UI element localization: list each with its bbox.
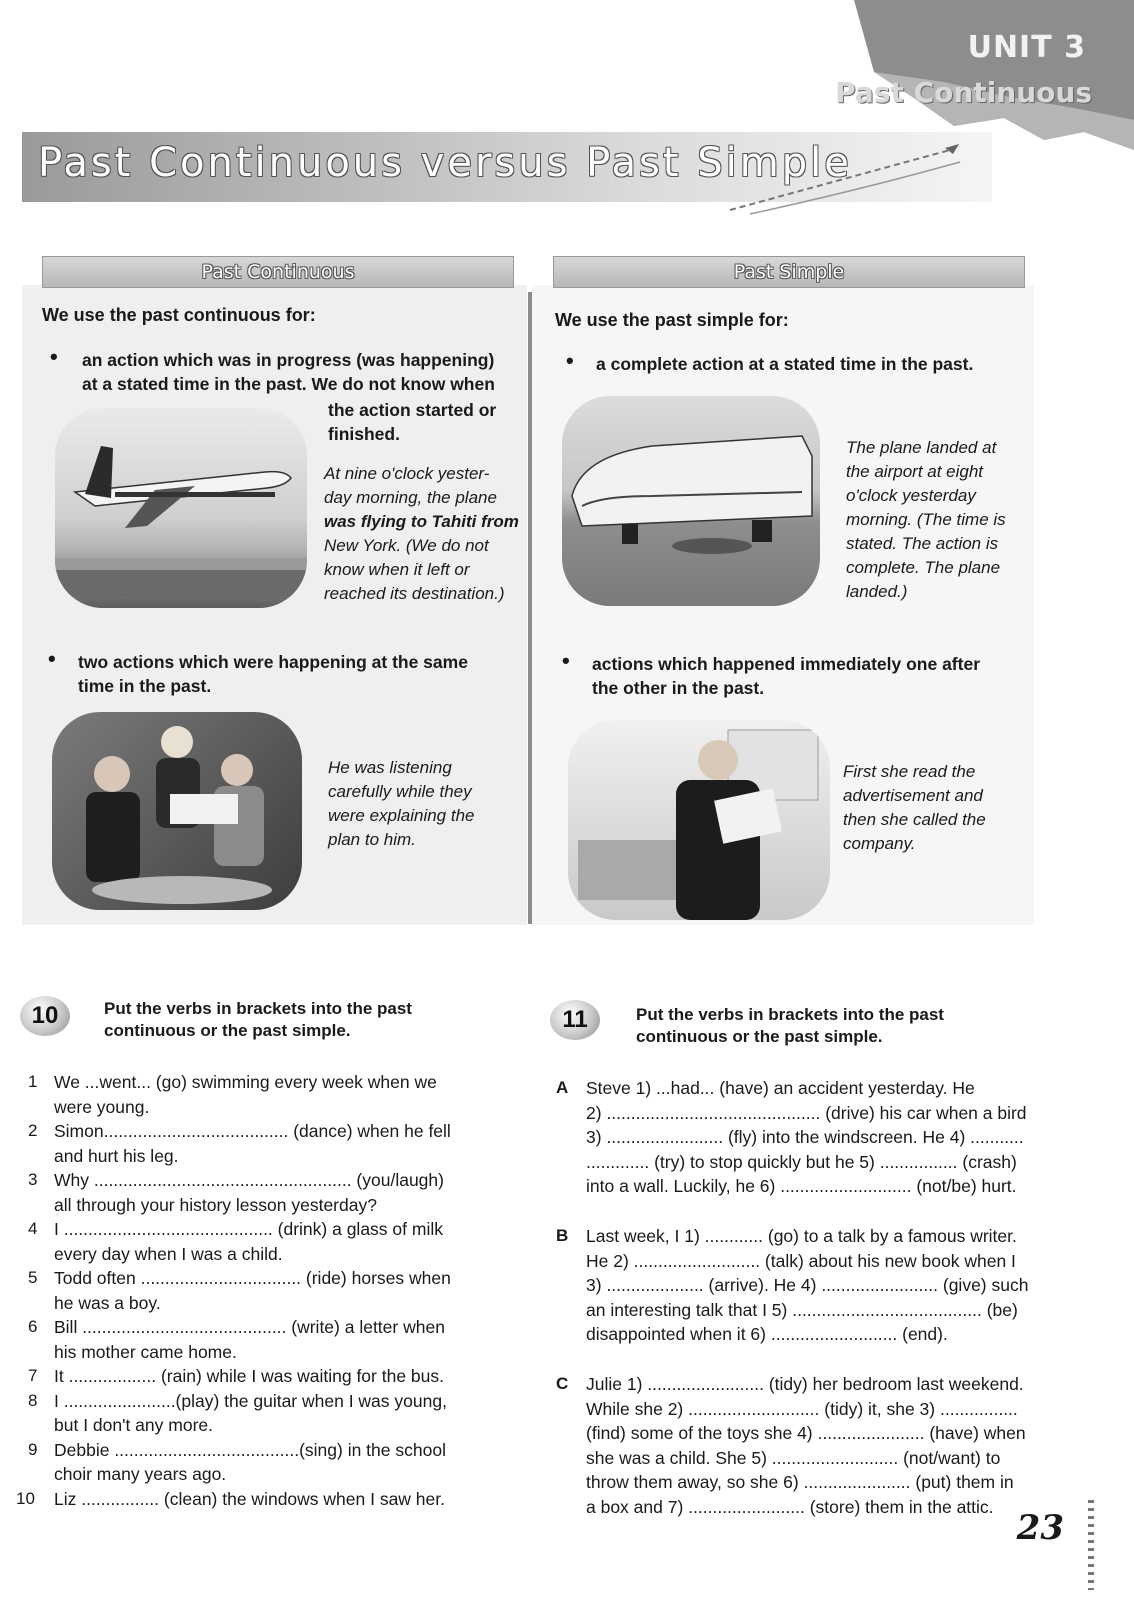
left-caption2-line1: He was listening [328,758,452,777]
bullet-icon: • [562,648,570,673]
item-number: 2 [28,1121,38,1140]
column-divider [528,292,532,924]
exercise-10-title-line1: Put the verbs in brackets into the past [104,999,412,1018]
exercise-10-line: were young. [54,1096,150,1117]
photo-woman-phone [568,720,830,920]
left-caption2-line4: plan to him. [328,830,416,849]
bullet-icon: • [48,646,56,671]
right-bullet2-line1: actions which happened immediately one after [592,654,981,674]
photo-plane-landed [562,396,820,606]
woman-icon [568,720,830,920]
exercise-11-line: throw them away, so she 6) ...................... (put) them in [586,1472,1014,1492]
exercise-11-line: While she 2) ........................... (tidy) it, she 3) ................ [586,1398,1018,1419]
exercise-10-line: Bill .......................................... (write) a letter when [54,1317,445,1337]
exercise-10-line: Debbie ......................................(sing) in the school [54,1439,446,1460]
right-caption1-line4: morning. (The time is [846,510,1006,529]
margin-dots [1088,1500,1094,1590]
left-bullet1-line3: the action started or [328,400,497,420]
left-caption1-line1: At nine o'clock yester- [324,464,490,483]
right-caption2-line3: then she called the [843,810,986,829]
right-caption1-line3: o'clock yesterday [846,486,976,505]
exercise-11-badge: 11 [550,1000,600,1040]
item-number: 7 [28,1366,38,1385]
exercise-10-line: It .................. (rain) while I was waiting for the bus. [54,1366,444,1386]
left-caption1-line5: know when it left or [324,560,470,579]
exercise-11-line: ............. (try) to stop quickly but he 5) ................ (crash) [586,1151,1017,1172]
right-caption1-line7: landed.) [846,582,908,601]
item-number: 1 [28,1072,38,1091]
exercise-10-line: and hurt his leg. [54,1145,179,1166]
left-caption2-line3: were explaining the [328,806,475,825]
right-caption2-line2: advertisement and [843,786,983,805]
exercise-11-line: Steve 1) ...had... (have) an accident yesterday. He [586,1078,975,1098]
right-caption2-line1: First she read the [843,762,976,781]
exercise-11-line: Last week, I 1) ............ (go) to a talk by a famous writer. [586,1226,1017,1246]
header-past-simple: Past Simple [553,256,1025,288]
right-caption1-line2: the airport at eight [846,462,984,481]
right-caption2-line4: company. [843,834,916,853]
exercise-11-line: 3) ........................ (fly) into the windscreen. He 4) ........... [586,1127,1024,1147]
exercise-10-line: Simon...................................... (dance) when he fell [54,1121,451,1141]
exercise-11-line: a box and 7) ........................ (store) them in the attic. [586,1496,994,1517]
header-past-continuous: Past Continuous [42,256,514,288]
left-caption1-line2: day morning, the plane [324,488,497,507]
left-caption1-line6: reached its destination.) [324,584,505,603]
left-lead: We use the past continuous for: [42,305,316,325]
exercise-10-line: every day when I was a child. [54,1243,283,1264]
exercise-10-line: Liz ................ (clean) the windows when I saw her. [54,1488,445,1509]
unit-corner-tab [834,0,1134,150]
exercise-11-line: she was a child. She 5) .......................... (not/want) to [586,1447,1001,1468]
right-bullet1-line1: a complete action at a stated time in the past. [596,354,974,374]
exercise-11-line: 2) ............................................ (drive) his car when a bird [586,1102,1027,1123]
left-bullet2-line1: two actions which were happening at the same [78,652,468,672]
exercise-10-badge: 10 [20,996,70,1036]
right-lead: We use the past simple for: [555,310,789,330]
right-caption1-line1: The plane landed at [846,438,997,457]
exercise-11-line: 3) .................... (arrive). He 4) ........................ (give) such [586,1275,1029,1295]
page-title: Past Continuous versus Past Simple [38,140,852,186]
item-number: 6 [28,1317,38,1336]
item-number: 5 [28,1268,38,1287]
exercise-11-title-line1: Put the verbs in brackets into the past [636,1005,944,1024]
plane-icon [562,396,820,606]
right-caption1-line5: stated. The action is [846,534,999,553]
exercise-11-line: Julie 1) ........................ (tidy) her bedroom last weekend. [586,1374,1024,1394]
exercise-10-line: he was a boy. [54,1292,161,1313]
bullet-icon: • [50,344,58,369]
exercise-11-line: (find) some of the toys she 4) ...................... (have) when [586,1423,1026,1443]
exercise-11-line: an interesting talk that I 5) ....................................... (be) [586,1299,1018,1320]
exercise-10-line: I .......................(play) the guitar when I was young, [54,1390,447,1411]
exercise-10-line: I ........................................... (drink) a glass of milk [54,1219,443,1239]
left-bullet1-line1: an action which was in progress (was happening) [82,350,495,370]
left-caption2-line2: carefully while they [328,782,472,801]
plane-icon [55,408,307,608]
left-caption1-line4: New York. (We do not [324,536,489,555]
exercise-10-line: Todd often ................................. (ride) horses when [54,1268,451,1288]
photo-business-meeting [52,712,302,910]
exercise-10-line: but I don't any more. [54,1415,213,1435]
left-bullet1-line4: finished. [328,424,400,444]
section-letter: B [556,1226,569,1245]
exercise-10-line: We ...went... (go) swimming every week when we [54,1072,437,1092]
exercise-11-line: He 2) .......................... (talk) about his new book when I [586,1250,1016,1271]
unit-label: UNIT 3 [967,30,1086,65]
exercise-10-line: all through your history lesson yesterday? [54,1194,377,1215]
right-bullet2-line2: the other in the past. [592,678,765,698]
item-number: 4 [28,1219,38,1238]
item-number: 8 [28,1390,38,1410]
page-number: 23 [1016,1508,1064,1548]
exercise-10-line: Why ..................................................... (you/laugh) [54,1170,444,1190]
left-bullet1-line2: at a stated time in the past. We do not know when [82,374,495,394]
exercise-11-line: disappointed when it 6) .......................... (end). [586,1324,948,1344]
unit-subtitle: Past Continuous [835,76,1092,109]
right-caption1-line6: complete. The plane [846,558,1001,577]
exercise-10-title-line2: continuous or the past simple. [104,1021,351,1040]
section-letter: A [556,1078,569,1097]
photo-plane-flying [55,408,307,608]
left-bullet2-line2: time in the past. [78,676,212,696]
exercise-11-line: into a wall. Luckily, he 6) ........................... (not/be) hurt. [586,1176,1017,1196]
exercise-10-line: his mother came home. [54,1341,237,1362]
section-letter: C [556,1374,569,1393]
bullet-icon: • [566,348,574,373]
exercise-10-line: choir many years ago. [54,1464,227,1484]
left-caption1-line3: was flying to Tahiti from [324,512,519,531]
item-number: 3 [28,1170,38,1189]
people-icon [52,712,302,910]
item-number: 9 [28,1439,38,1459]
item-number: 10 [16,1488,35,1508]
exercise-11-title-line2: continuous or the past simple. [636,1027,883,1046]
